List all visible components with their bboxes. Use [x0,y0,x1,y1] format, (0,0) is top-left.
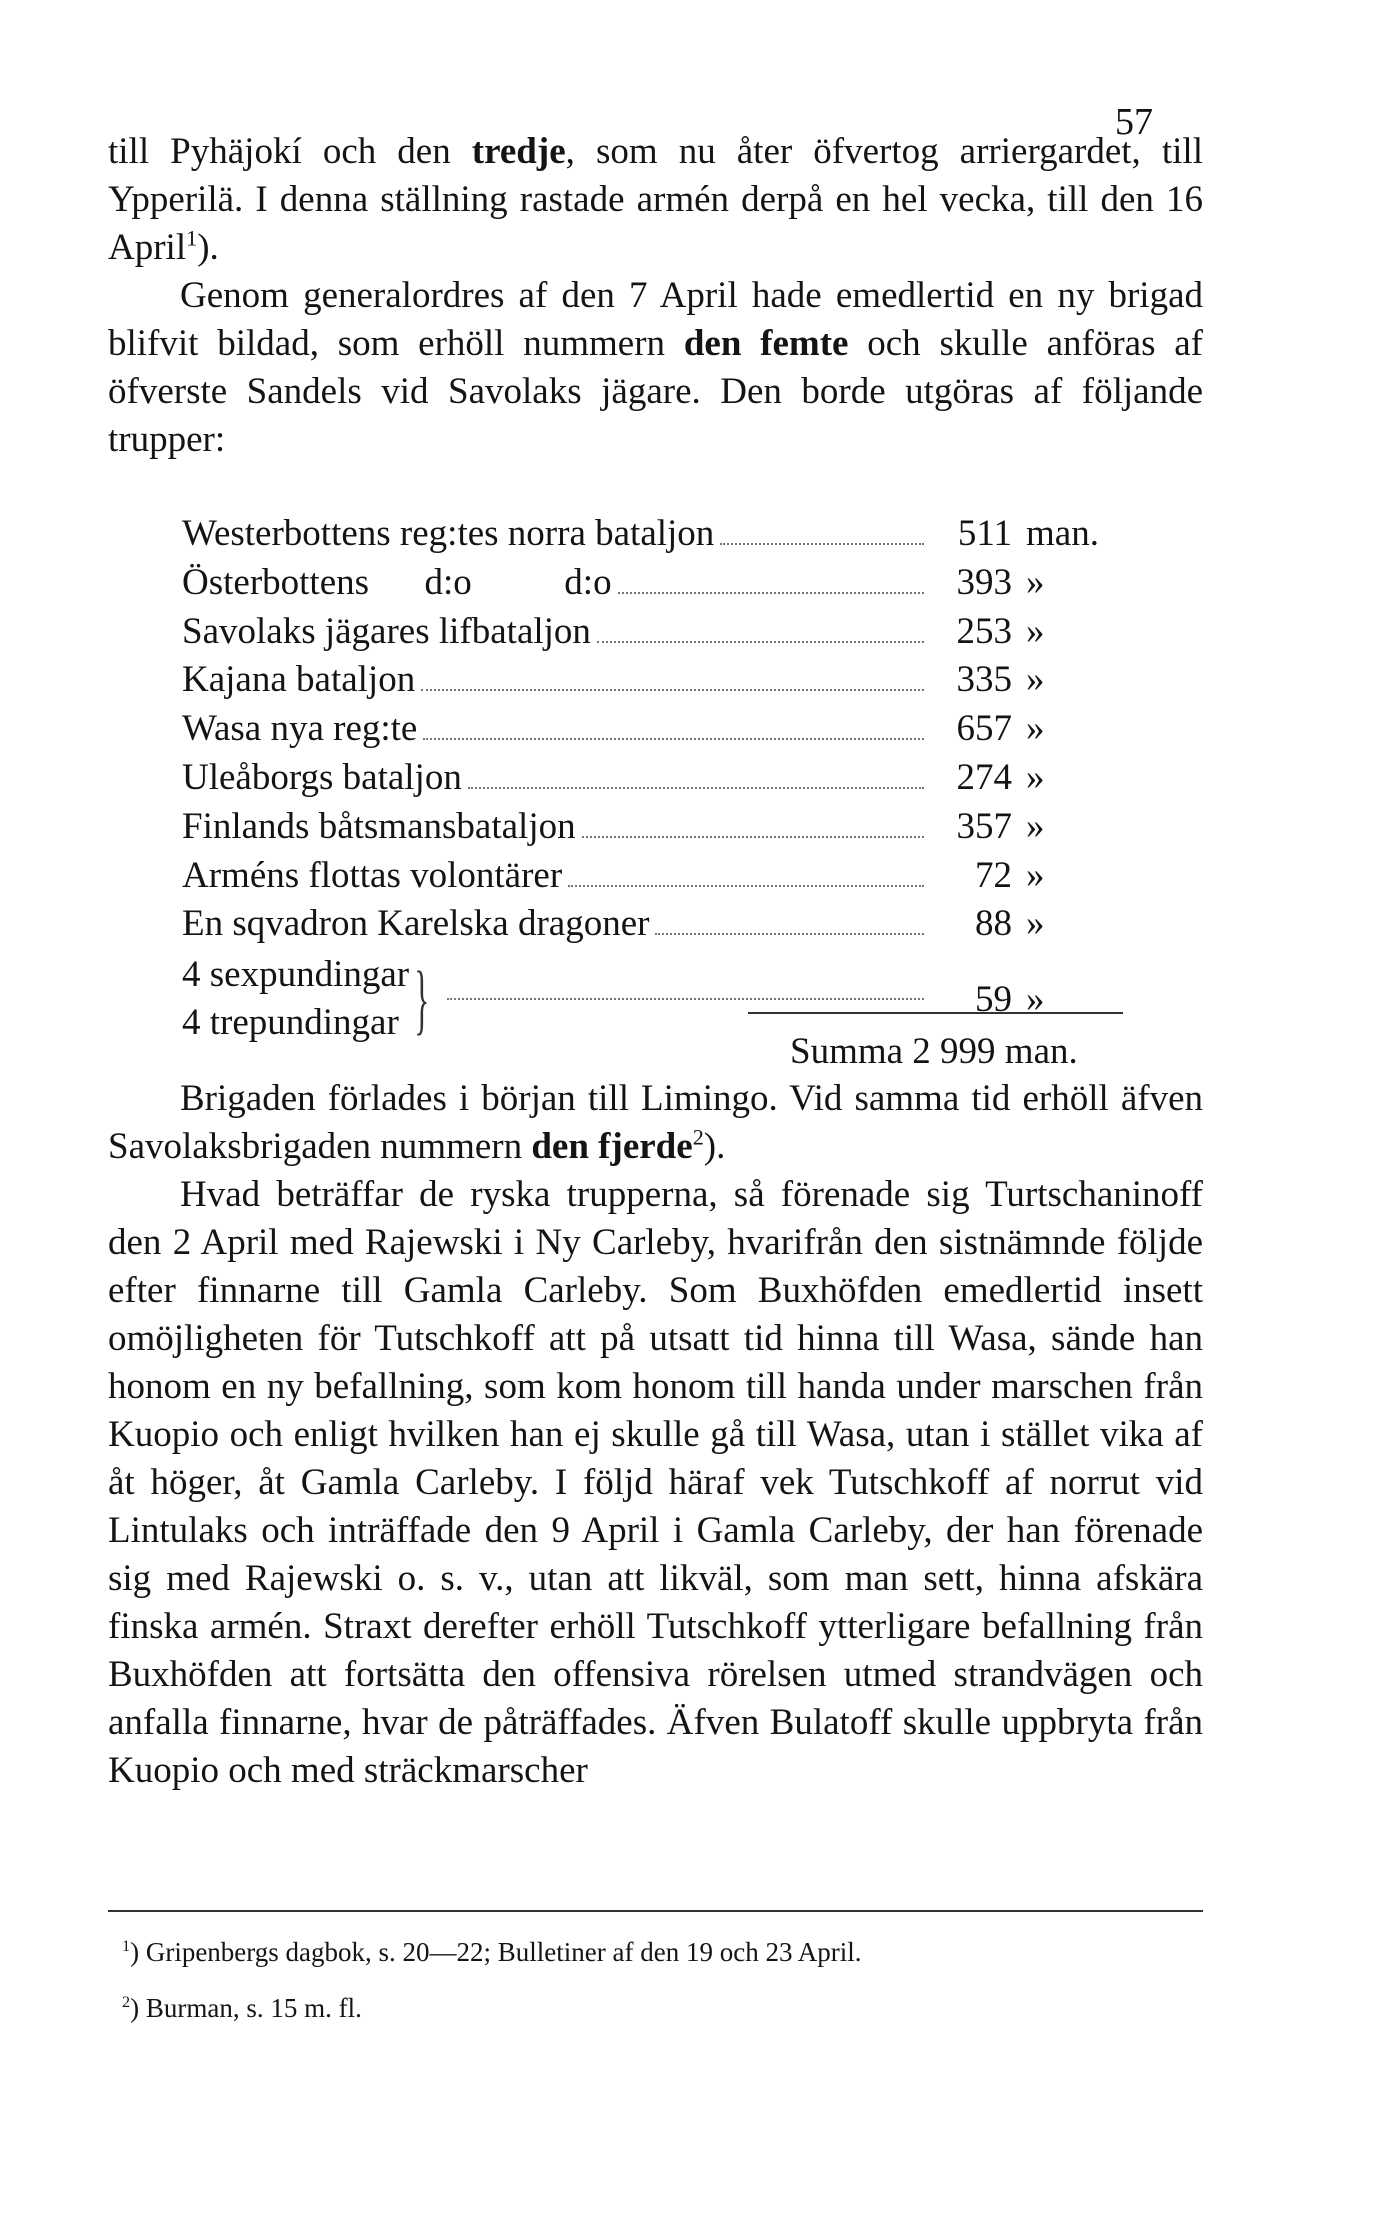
dot-leader [597,641,924,643]
summa-total: Summa 2 999 man. [790,1031,1078,1072]
p2-text-a: Genom generalordres af den 7 April hade emedlertid en ny brigad blifvit bildad, som erhöll nummern [108,275,1203,364]
troop-unit: » [1026,854,1045,896]
dot-leader [421,689,924,691]
p1-text-c: , som nu åter öfvertog arriergardet, till Ypperilä. I denna ställning rastade armén derpå en hel vecka, till den 16 April [108,131,1203,268]
artillery-line-2: 4 trepundingar [182,1002,399,1044]
troop-unit: » [1026,903,1045,945]
troop-row [182,658,1122,707]
paragraph-3 [108,1075,1203,1171]
troop-name: Österbottens d:o d:o [182,561,612,603]
troop-count: 88 [975,903,1012,945]
troop-row [182,512,1122,561]
troop-unit: » [1026,978,1045,1020]
footnote-2 [122,1980,1192,2036]
p2-text-c: och skulle anföras af öfverste Sandels vid Savolaks jägare. Den borde utgöras af följande trupper: [108,323,1203,460]
troop-count: 357 [956,805,1012,847]
p1-text-d: ). [197,227,219,268]
troop-count: 657 [956,708,1012,750]
troop-count: 72 [975,854,1012,896]
footnote-text: ) Gripenbergs dagbok, s. 20—22; Bulletiner af den 19 och 23 April. [130,1937,862,1967]
troop-row [182,756,1122,805]
artillery-names [182,951,409,1047]
dot-leader [423,738,924,740]
troop-row [182,902,1122,951]
troop-unit: man. [1026,513,1099,554]
dot-leader [655,933,924,935]
troop-unit: » [1026,561,1045,603]
troop-name: Savolaks jägares lifbataljon [182,610,591,652]
troop-count: 274 [956,756,1012,798]
dot-leader [720,543,924,545]
troop-name: Arméns flottas volontärer [182,854,563,896]
dot-leader [468,787,924,789]
footnote-mark: 1 [122,1937,131,1955]
paragraph-4: Hvad beträffar de ryska trupperna, så förenade sig Turtschaninoff den 2 April med Rajewski i Ny Carleby, hvarifrån den sistnämnde följde efter finnarne till Gamla Carleby. Som Buxhöfden emedlertid insett omöjligheten för Tutschkoff att på utsatt tid hinna till Wasa, sände han honom en ny befallning, som kom honom till handa under marschen från Kuopio och enligt hvilken han ej skulle gå till Wasa, utan i stället vika af åt höger, åt Gamla Carleby. I följd häraf vek Tutschkoff af norrut vid Lintulaks och inträffade den 9 April i Gamla Carleby, der han förenade sig med Rajewski o. s. v., utan att likväl, som man sett, hinna afskära finska armén. Straxt derefter erhöll Tutschkoff ytterligare befallning från Buxhöfden att fortsätta den offensiva rörelsen utmed strandvägen och anfalla finnarne, hvar de påträffades. Äfven Bulatoff skulle uppbryta från Kuopio och med sträckmarscher [108,1174,1203,1791]
troop-row [182,561,1122,610]
troop-list [182,512,1122,1047]
troop-name: Westerbottens reg:tes norra bataljon [182,513,715,554]
troop-unit: » [1026,708,1045,750]
troop-count: 511 [957,513,1012,554]
paragraph-1 [108,128,1203,272]
troop-row [182,610,1122,659]
sum-rule [748,1012,1123,1014]
troop-unit: » [1026,756,1045,798]
dot-leader [568,885,924,887]
troop-count: 59 [975,978,1012,1020]
footnotes [122,1924,1192,2036]
footnote-mark: 2 [122,1993,131,2011]
footnote-ref-2: 2 [692,1124,704,1150]
paragraph-2 [108,272,1203,464]
p1-bold: tredje [471,131,566,172]
p3-text-a: Brigaden förlades i början till Limingo. Vid samma tid erhöll äfven Savolaksbrigaden nummern [108,1078,1203,1167]
troop-name: Wasa nya reg:te [182,708,418,750]
dot-leader [618,592,924,594]
troop-name: Uleåborgs bataljon [182,756,462,798]
footnote-rule [108,1910,1203,1912]
troop-unit: » [1026,610,1045,652]
dot-leader [447,998,924,1000]
troop-row [182,805,1122,854]
troop-name: Finlands båtsmansbataljon [182,805,576,847]
troop-row [182,854,1122,903]
artillery-line-1: 4 sexpundingar [182,954,410,996]
troop-count: 253 [956,610,1012,652]
p2-bold: den femte [683,323,849,364]
intro-text [108,128,1203,464]
troop-count: 335 [956,659,1012,701]
p3-bold: den fjerde [531,1126,693,1167]
page-number: 57 [1115,101,1153,143]
troop-name: Kajana bataljon [182,659,416,701]
p3-text-c: ). [703,1126,726,1167]
troop-name: En sqvadron Karelska dragoner [182,903,650,945]
troop-unit: » [1026,659,1045,701]
troop-row [182,707,1122,756]
p1-text-a: till Pyhäjokí och den [108,131,472,172]
brace-glyph: } [414,955,430,1043]
footnote-ref-1: 1 [186,225,198,251]
footnote-1 [122,1924,1192,1980]
body-text [108,1075,1203,1795]
troop-unit: » [1026,805,1045,847]
dot-leader [582,836,924,838]
troop-count: 393 [956,561,1012,603]
footnote-text: ) Burman, s. 15 m. fl. [130,1993,362,2023]
